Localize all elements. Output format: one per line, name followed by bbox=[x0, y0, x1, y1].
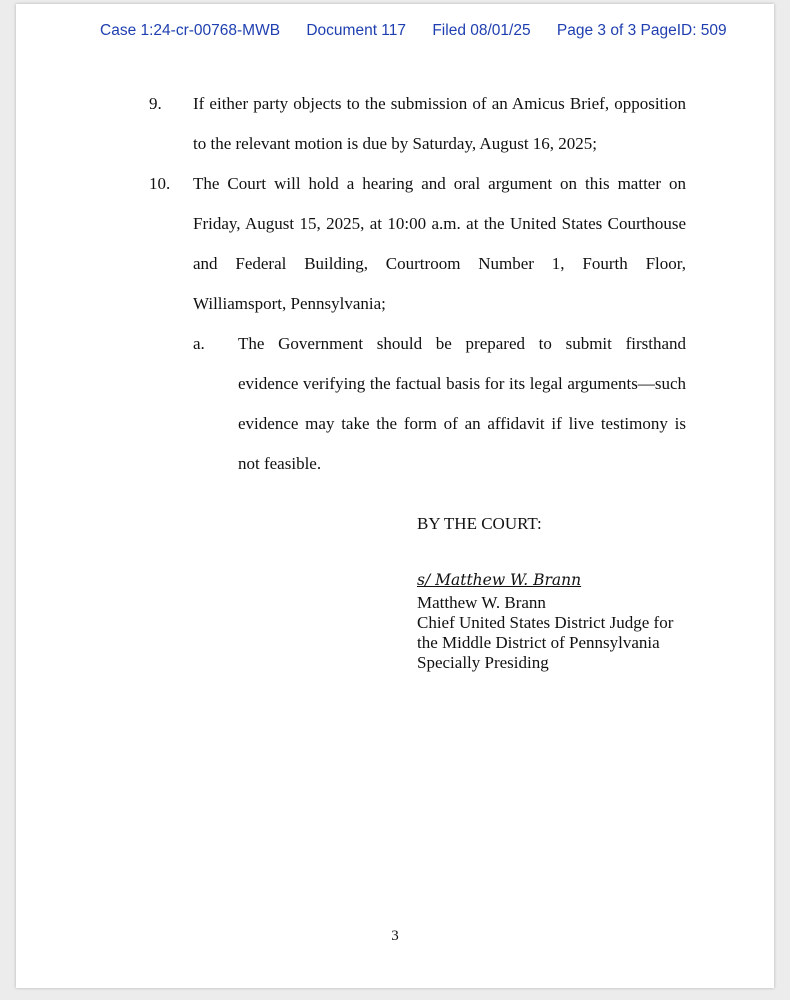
page-number: 3 bbox=[391, 928, 399, 944]
subparagraph-a-line-3: evidence may take the form of an affidavit if live testimony is bbox=[238, 414, 686, 433]
paragraph-number-10: 10. bbox=[149, 174, 171, 193]
header-page-id: Page 3 of 3 PageID: 509 bbox=[556, 22, 727, 39]
paragraph-10-line-3: and Federal Building, Courtroom Number 1, Fourth Floor, bbox=[193, 254, 686, 273]
judge-name: Matthew W. Brann bbox=[417, 593, 546, 612]
subparagraph-a-line-2: evidence verifying the factual basis for its legal arguments—such bbox=[238, 374, 686, 393]
header-case-number: Case 1:24-cr-00768-MWB bbox=[100, 22, 281, 39]
paragraph-10-line-2: Friday, August 15, 2025, at 10:00 a.m. at the United States Courthouse bbox=[193, 214, 686, 233]
header-document-number: Document 117 bbox=[306, 22, 407, 39]
paragraph-9-line-1: If either party objects to the submission of an Amicus Brief, opposition bbox=[193, 94, 686, 113]
judge-title-line-2: the Middle District of Pennsylvania bbox=[417, 633, 660, 652]
subparagraph-a-line-1: The Government should be prepared to submit firsthand bbox=[238, 334, 686, 353]
header-filed-date: Filed 08/01/25 bbox=[432, 22, 531, 39]
judge-title-line-3: Specially Presiding bbox=[417, 653, 549, 672]
paragraph-number-9: 9. bbox=[149, 94, 162, 113]
subparagraph-label-a: a. bbox=[193, 334, 205, 353]
paragraph-10-line-4: Williamsport, Pennsylvania; bbox=[193, 294, 386, 313]
document-page bbox=[16, 4, 774, 988]
ecf-header bbox=[100, 22, 727, 40]
paragraph-10-line-1: The Court will hold a hearing and oral argument on this matter on bbox=[193, 174, 686, 193]
by-the-court-heading: BY THE COURT: bbox=[417, 514, 542, 533]
electronic-signature: s/ Matthew W. Brann bbox=[417, 571, 582, 589]
judge-title-line-1: Chief United States District Judge for bbox=[417, 613, 674, 632]
subparagraph-a-line-4: not feasible. bbox=[238, 454, 322, 473]
paragraph-9-line-2: to the relevant motion is due by Saturday, August 16, 2025; bbox=[193, 134, 598, 153]
